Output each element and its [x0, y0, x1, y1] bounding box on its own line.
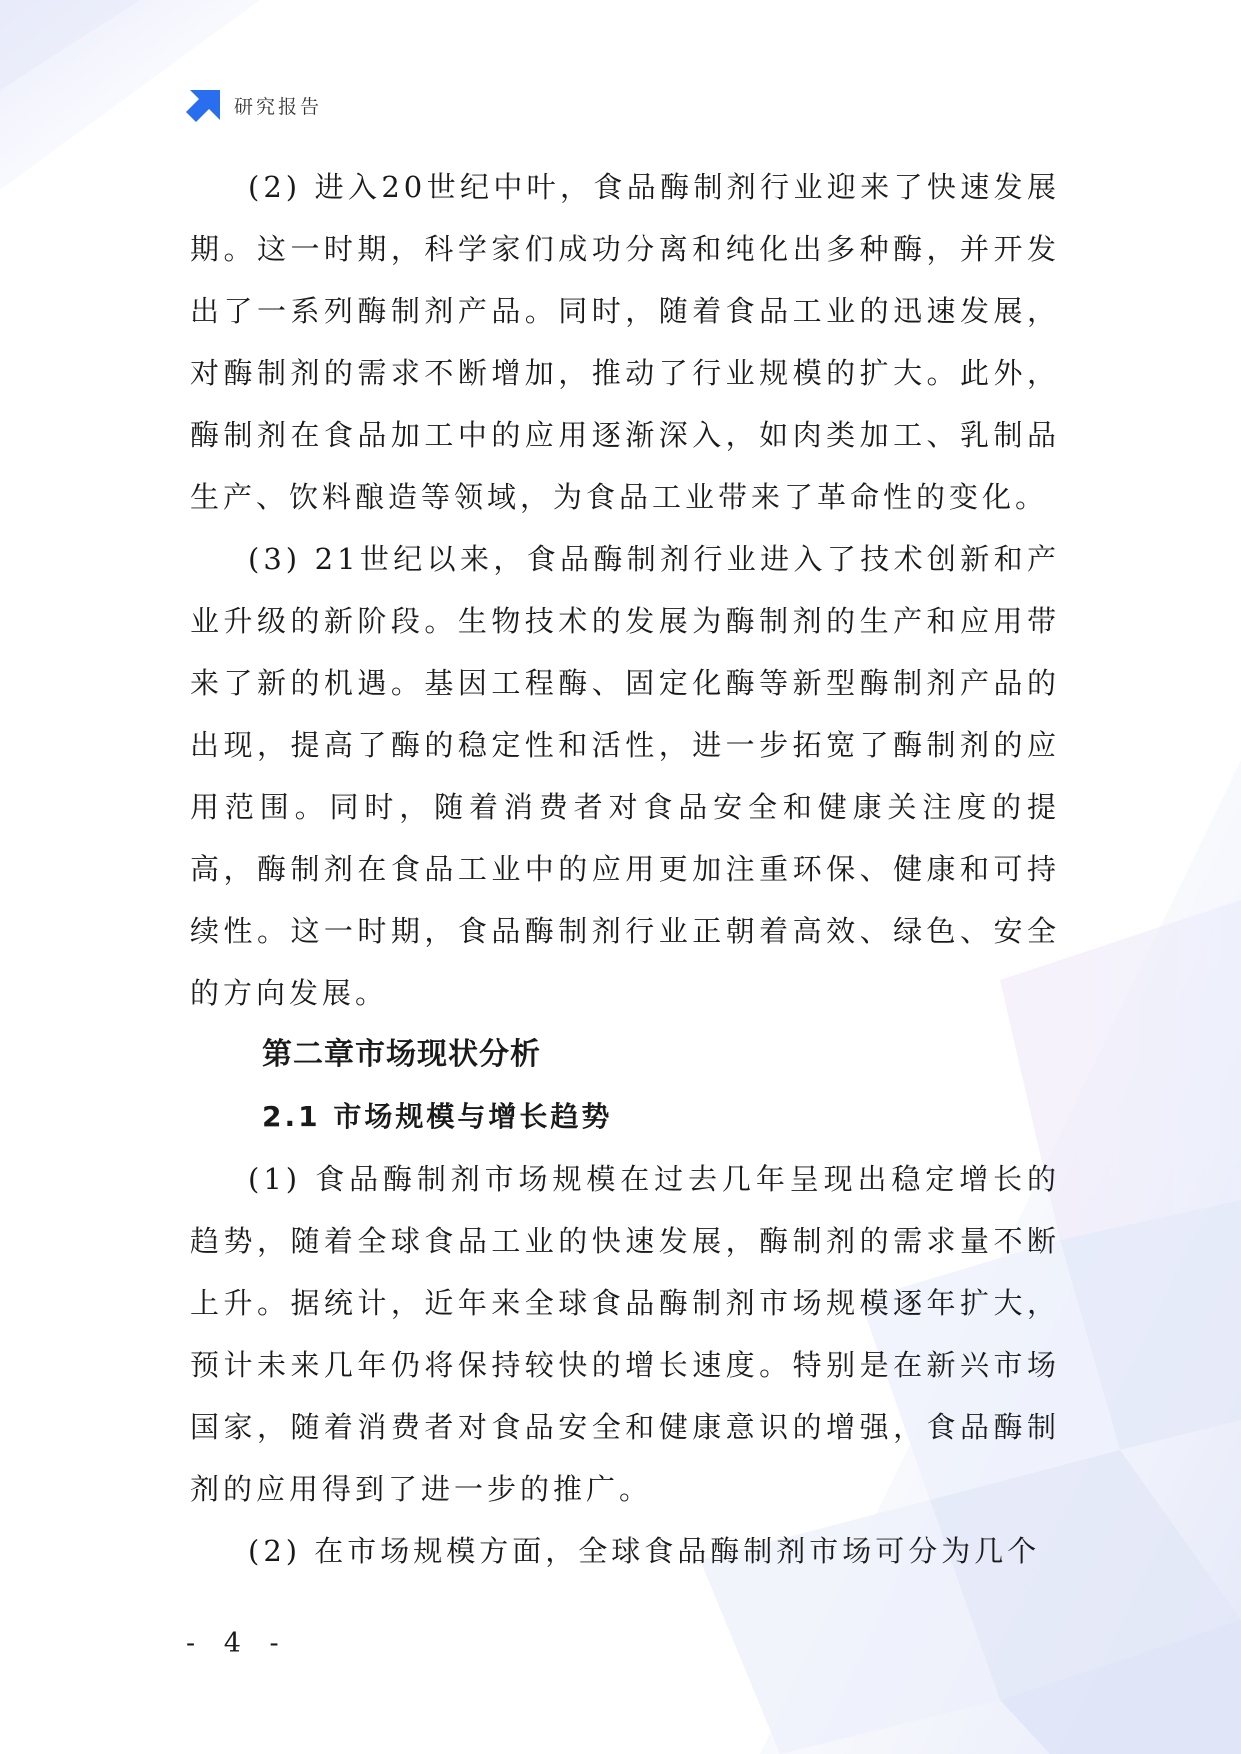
body-paragraph: (3) 21世纪以来，食品酶制剂行业进入了技术创新和产业升级的新阶段。生物技术的发展为酶制剂的生产和应用带来了新的机遇。基因工程酶、固定化酶等新型酶制剂产品的出现，提高了酶的稳定性和活性，进一步拓宽了酶制剂的应用范围。同时，随着消费者对食品安全和健康关注度的提高，酶制剂在食品工业中的应用更加注重环保、健康和可持续性。这一时期，食品酶制剂行业正朝着高效、绿色、安全的方向发展。 — [190, 542, 1060, 1010]
body-paragraph: (2) 在市场规模方面，全球食品酶制剂市场可分为几个 — [248, 1534, 1041, 1568]
section-title: 2.1 市场规模与增长趋势 — [262, 1100, 613, 1133]
document-body — [190, 156, 1060, 1582]
body-paragraph: (1) 食品酶制剂市场规模在过去几年呈现出稳定增长的趋势，随着全球食品工业的快速发展，酶制剂的需求量不断上升。据统计，近年来全球食品酶制剂市场规模逐年扩大，预计未来几年仍将保持较快的增长速度。特别是在新兴市场国家，随着消费者对食品安全和健康意识的增强，食品酶制剂的应用得到了进一步的推广。 — [190, 1162, 1060, 1506]
body-paragraph: (2) 进入20世纪中叶，食品酶制剂行业迎来了快速发展期。这一时期，科学家们成功分离和纯化出多种酶，并开发出了一系列酶制剂产品。同时，随着食品工业的迅速发展，对酶制剂的需求不断增加，推动了行业规模的扩大。此外，酶制剂在食品加工中的应用逐渐深入，如肉类加工、乳制品生产、饮料酿造等领域，为食品工业带来了革命性的变化。 — [190, 170, 1060, 514]
header-label: 研究报告 — [234, 95, 323, 118]
report-header — [186, 88, 322, 122]
page-number: - 4 - — [186, 1628, 289, 1659]
arrow-logo-icon — [186, 88, 222, 122]
chapter-title: 第二章市场现状分析 — [262, 1037, 541, 1072]
